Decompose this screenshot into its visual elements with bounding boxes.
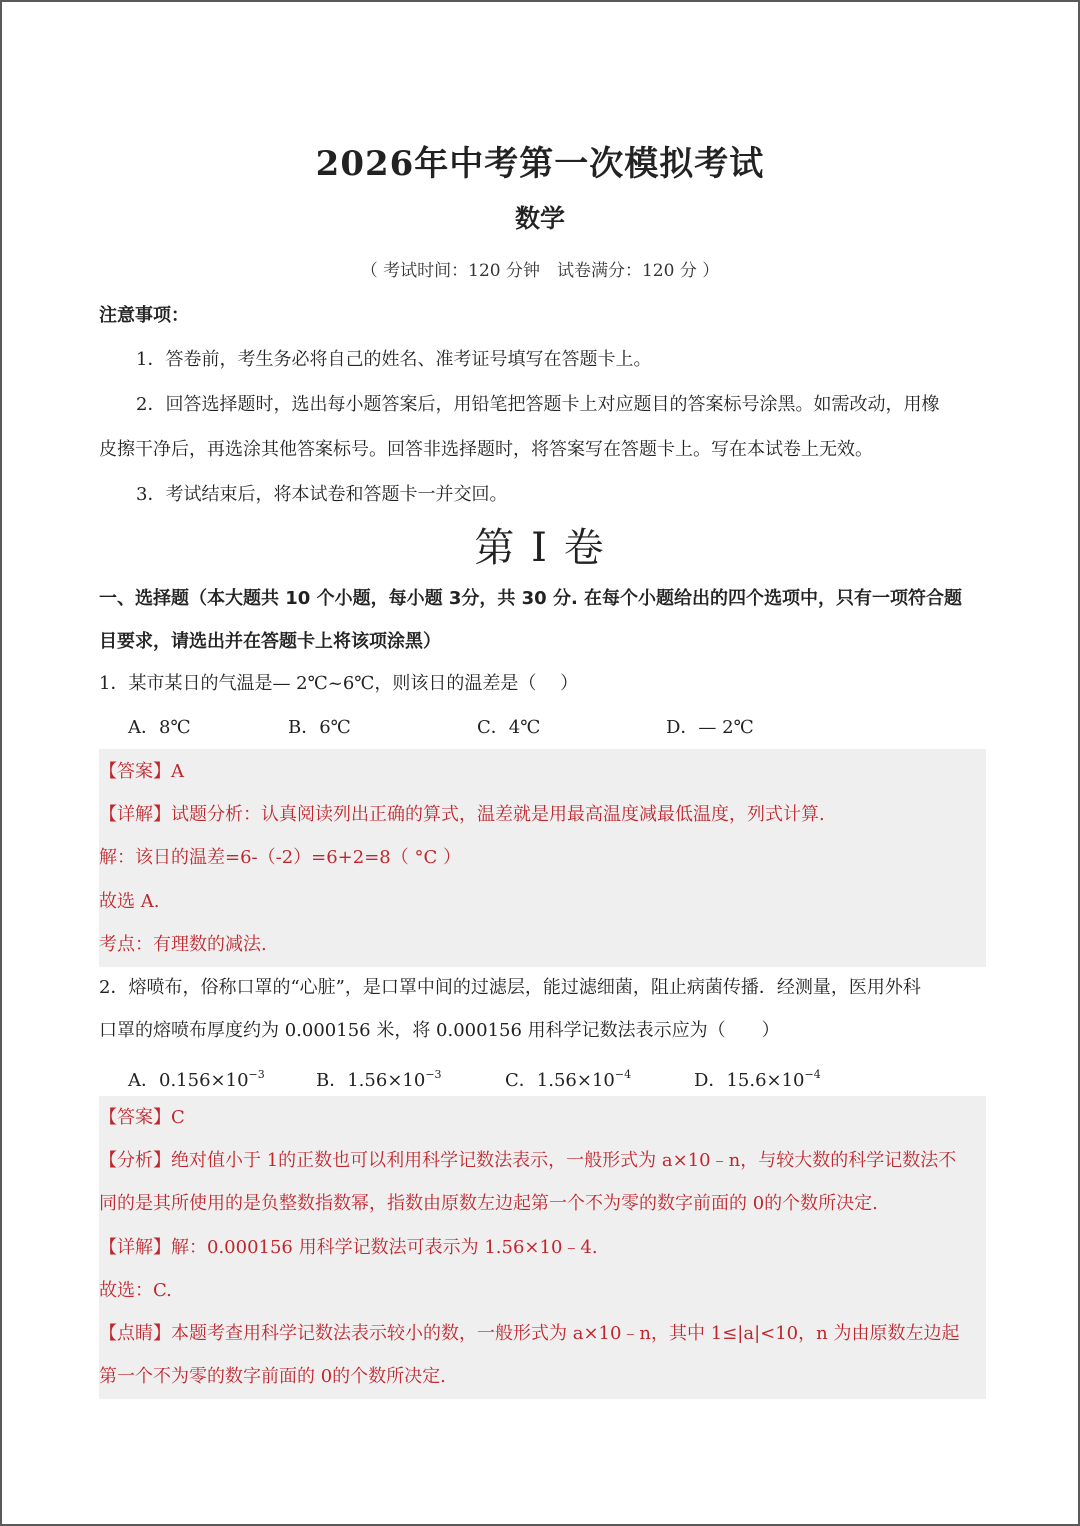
q1-option-c: C．4℃	[477, 717, 541, 738]
subject-title: 数学	[514, 204, 565, 233]
notice-item: 皮擦干净后，再选涂其他答案标号。回答非选择题时，将答案写在答题卡上。写在本试卷上无效。	[99, 439, 873, 460]
exam-info: （ 考试时间：120 分钟 试卷满分：120 分 ）	[360, 261, 720, 281]
notice-title: 注意事项：	[99, 305, 189, 326]
notice-item: 1．答卷前，考生务必将自己的姓名、准考证号填写在答题卡上。	[136, 349, 652, 370]
question-1-stem: 1．某市某日的气温是— 2℃~6℃，则该日的温差是（ ）	[99, 673, 579, 694]
q1-option-b: B．6℃	[288, 717, 351, 738]
q2-answer: 【答案】C	[99, 1107, 185, 1128]
q1-answer: 【答案】A	[99, 761, 184, 782]
q2-option-a: A．$0.156\times 10^{-3}$	[128, 1068, 265, 1091]
question-2-stem: 2．熔喷布，俗称口罩的“心脏”，是口罩中间的过滤层，能过滤细菌，阻止病菌传播．经测量，医用外科	[99, 977, 921, 998]
section-heading-cont: 目要求，请选出并在答题卡上将该项涂黑）	[99, 631, 441, 652]
exam-title: 2026年中考第一次模拟考试	[315, 144, 765, 184]
q2-review: 【点睛】本题考查用科学记数法表示较小的数，一般形式为 a×10﹣n，其中 1≤|a|<10，n 为由原数左边起	[99, 1323, 960, 1344]
q2-review-cont: 第一个不为零的数字前面的 0的个数所决定.	[99, 1366, 446, 1387]
volume-title: 第 I 卷	[474, 525, 606, 571]
q1-point: 考点：有理数的减法.	[99, 934, 267, 955]
q2-detail: 【详解】解：0.000156 用科学记数法可表示为 1.56×10﹣4.	[99, 1237, 598, 1258]
notice-item: 3．考试结束后，将本试卷和答题卡一并交回。	[136, 484, 508, 505]
q1-choose: 故选 A.	[99, 891, 160, 912]
q2-choose: 故选：C.	[99, 1280, 172, 1301]
q2-option-b: B．$1.56\times 10^{-3}$	[316, 1068, 442, 1091]
q2-analysis-cont: 同的是其所使用的是负整数指数幂，指数由原数左边起第一个不为零的数字前面的 0的个数所决定.	[99, 1193, 878, 1214]
q2-option-c: C．$1.56\times 10^{-4}$	[505, 1068, 632, 1091]
q1-solution: 解：该日的温差=6-（-2）=6+2=8（ °C ）	[99, 847, 461, 868]
section-heading: 一、选择题（本大题共 10 个小题，每小题 3分，共 30 分. 在每个小题给出的四个选项中，只有一项符合题	[99, 588, 963, 609]
notice-item: 2．回答选择题时，选出每小题答案后，用铅笔把答题卡上对应题目的答案标号涂黑。如需改动，用橡	[136, 394, 940, 415]
question-2-stem-cont: 口罩的熔喷布厚度约为 0.000156 米，将 0.000156 用科学记数法表示应为（ ）	[99, 1020, 780, 1041]
q1-option-a: A．8℃	[128, 717, 191, 738]
q1-detail: 【详解】试题分析：认真阅读列出正确的算式，温差就是用最高温度减最低温度，列式计算.	[99, 804, 825, 825]
q2-analysis: 【分析】绝对值小于 1的正数也可以利用科学记数法表示，一般形式为 a×10﹣n，与较大数的科学记数法不	[99, 1150, 957, 1171]
q2-option-d: D．$15.6\times 10^{-4}$	[694, 1068, 821, 1091]
q1-option-d: D．— 2℃	[666, 717, 754, 738]
